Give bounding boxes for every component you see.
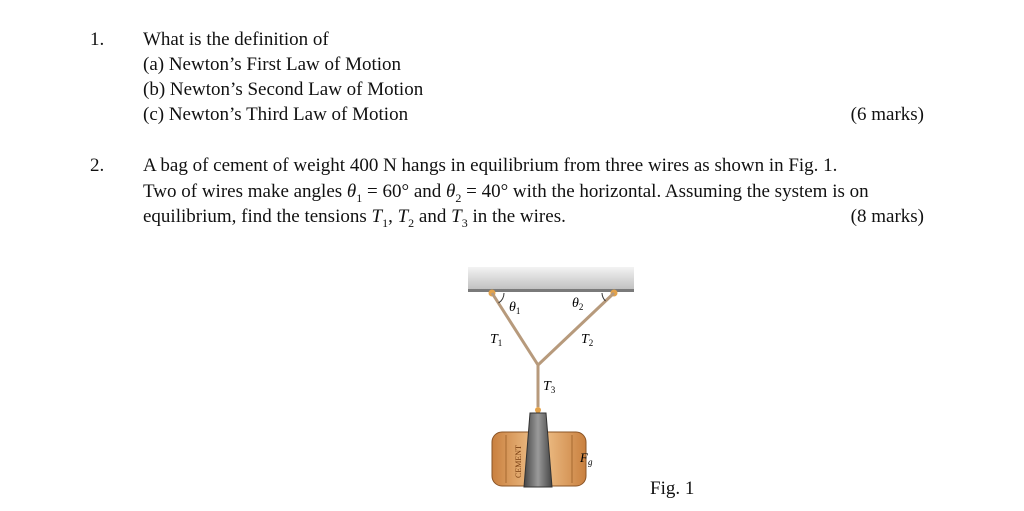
q2-line2-b: = 60° and xyxy=(362,181,447,202)
t2-label: $T_2$ xyxy=(581,332,594,348)
q2-marks: (8 marks) xyxy=(850,206,924,227)
theta2-label: $\theta_2$ xyxy=(572,296,584,312)
q1-item-a: (a) Newton’s First Law of Motion xyxy=(143,54,402,75)
t3-label: $T_3$ xyxy=(543,379,556,395)
q1-marks: (6 marks) xyxy=(850,104,924,125)
t1-subscript: 1 xyxy=(382,215,389,230)
q2-line3-sep: , xyxy=(388,206,398,227)
q2-line2-a: Two of wires make angles xyxy=(143,181,347,202)
theta2-arc xyxy=(602,293,606,301)
theta2-symbol: θ xyxy=(446,181,456,202)
q2-line3-a: equilibrium, find the tensions xyxy=(143,206,372,227)
tension-diagram xyxy=(460,255,645,500)
q2-line3-and: and xyxy=(414,206,452,227)
q1-item-c: (c) Newton’s Third Law of Motion xyxy=(143,104,409,125)
theta1-label: $\theta_1$ xyxy=(509,300,521,316)
t3-subscript: 3 xyxy=(461,215,468,230)
t2-symbol: T xyxy=(397,206,409,227)
t1-label: $T_1$ xyxy=(490,332,503,348)
q2-line3 xyxy=(143,206,566,234)
t3-symbol: T xyxy=(451,206,462,227)
q2-line2-c: = 40° with the horizontal. Assuming the system is on xyxy=(461,181,869,202)
t1-symbol: T xyxy=(371,206,383,227)
q2-line2 xyxy=(143,181,869,209)
q1-number: 1. xyxy=(90,29,105,50)
bag-text: CEMENT xyxy=(514,445,523,478)
figure-caption: Fig. 1 xyxy=(650,478,695,499)
q1-question: What is the definition of xyxy=(143,29,329,50)
hook xyxy=(535,407,541,413)
q2-number: 2. xyxy=(90,155,105,176)
t2-subscript: 2 xyxy=(408,215,415,230)
q1-item-b: (b) Newton’s Second Law of Motion xyxy=(143,79,424,100)
theta1-arc xyxy=(499,293,505,303)
strap xyxy=(524,413,552,487)
fg-label: $F_g$ xyxy=(580,450,593,467)
theta1-subscript: 1 xyxy=(356,190,363,205)
ceiling xyxy=(468,267,634,291)
q2-line3-d: in the wires. xyxy=(467,206,566,227)
q2-line1: A bag of cement of weight 400 N hangs in equilibrium from three wires as shown in Fig. 1. xyxy=(143,155,838,176)
theta2-subscript: 2 xyxy=(455,190,462,205)
theta1-symbol: θ xyxy=(346,181,357,202)
